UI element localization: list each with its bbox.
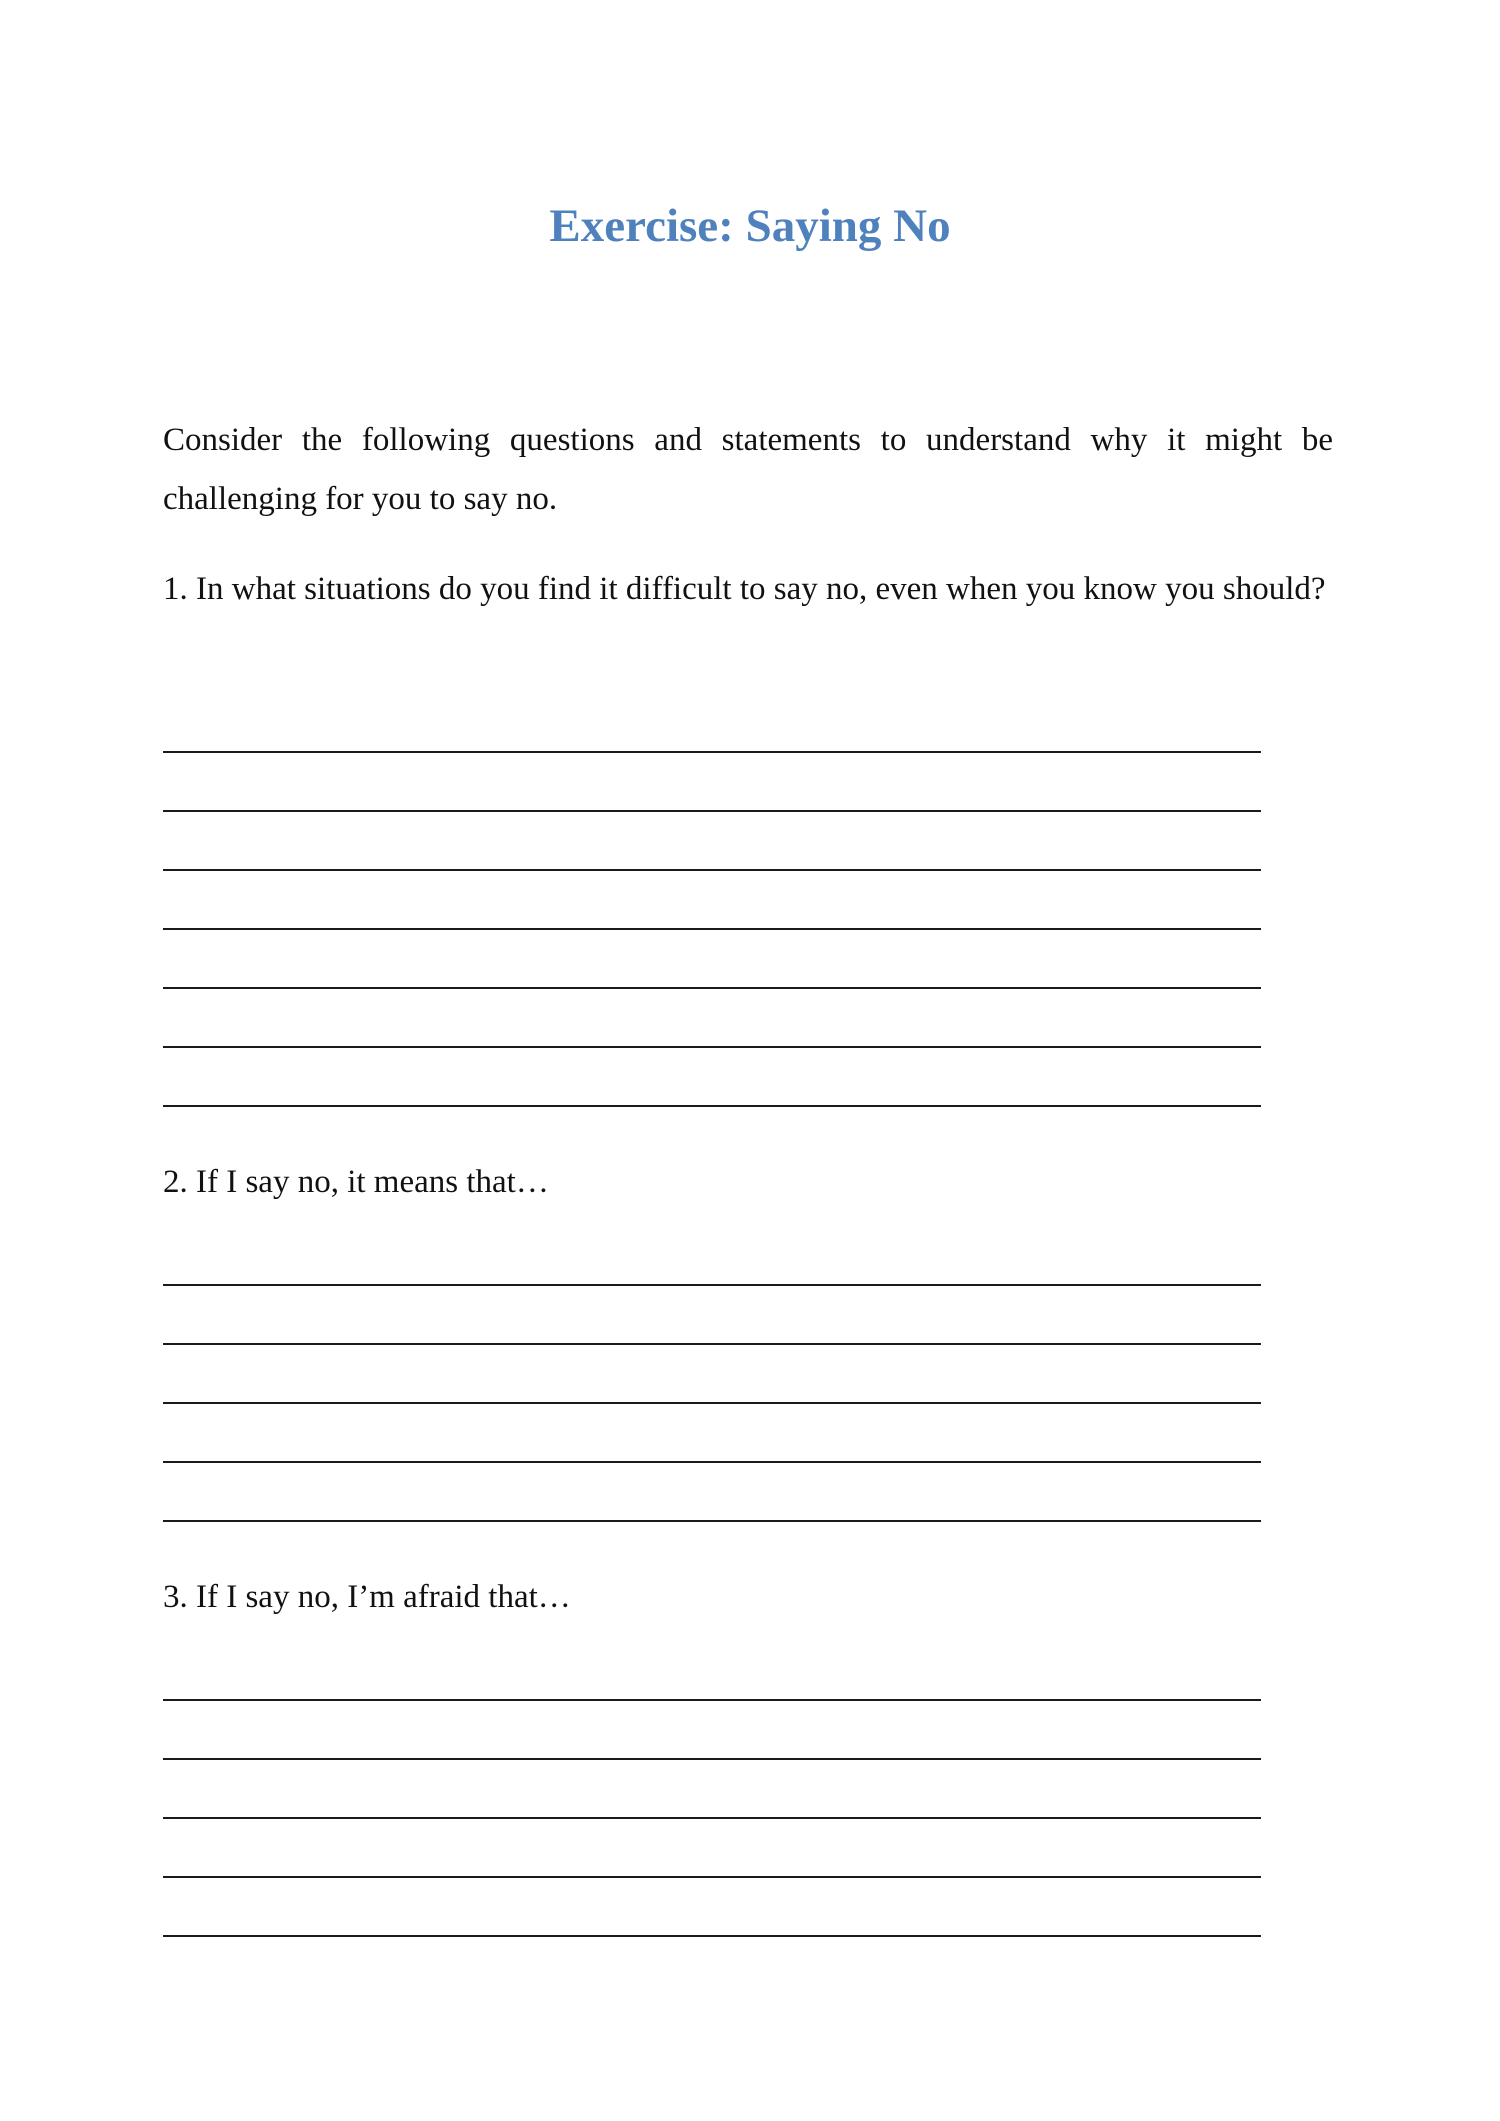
answer-line[interactable] [163, 1935, 1261, 1937]
answer-line[interactable] [163, 1520, 1261, 1522]
answer-line[interactable] [163, 1402, 1261, 1404]
answer-line[interactable] [163, 1758, 1261, 1760]
question-1-text: 1. In what situations do you find it difficult to say no, even when you know you should? [163, 571, 1326, 607]
question-2-text: 2. If I say no, it means that… [163, 1164, 549, 1200]
answer-line[interactable] [163, 987, 1261, 989]
answer-line[interactable] [163, 1046, 1261, 1048]
answer-line[interactable] [163, 1284, 1261, 1286]
answer-line[interactable] [163, 928, 1261, 930]
answer-line[interactable] [163, 1461, 1261, 1463]
answer-line[interactable] [163, 1105, 1261, 1107]
answer-line[interactable] [163, 1817, 1261, 1819]
answer-line[interactable] [163, 1699, 1261, 1701]
answer-line[interactable] [163, 1343, 1261, 1345]
page-title: Exercise: Saying No [549, 200, 951, 252]
intro-paragraph: Consider the following questions and statements to understand why it might be challenging for you to say no. [163, 422, 1333, 517]
answer-line[interactable] [163, 751, 1261, 753]
answer-line[interactable] [163, 1876, 1261, 1878]
question-3-text: 3. If I say no, I’m afraid that… [163, 1579, 571, 1615]
answer-line[interactable] [163, 810, 1261, 812]
answer-line[interactable] [163, 869, 1261, 871]
